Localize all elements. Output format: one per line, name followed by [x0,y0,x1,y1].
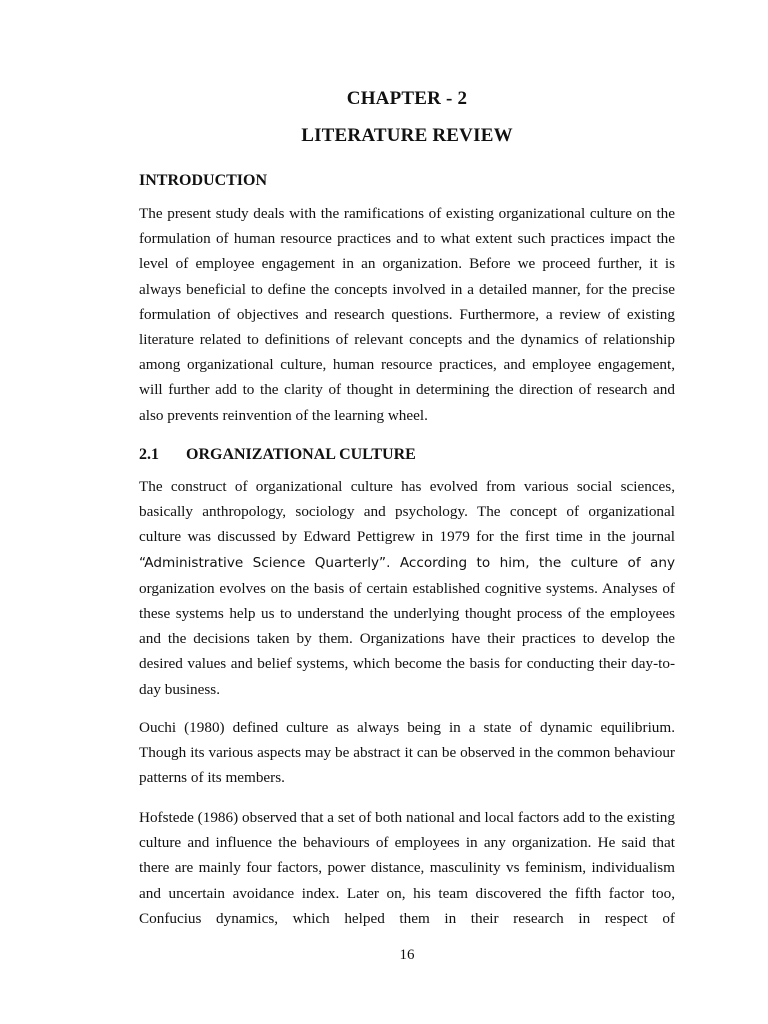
chapter-number: CHAPTER - 2 [346,88,468,109]
section-title: ORGANIZATIONAL CULTURE [186,446,416,463]
organizational-culture-paragraph [139,474,675,702]
introduction-paragraph: The present study deals with the ramifications of existing organizational culture on the formulation of human resource practices and to what extent such practices impact the level of employee engagement in an organization. Before we proceed further, it is always beneficial to define the concepts involved in a detailed manner, for the precise formulation of objectives and research questions. Furthermore, a review of existing literature related to definitions of relevant concepts and the dynamics of relationship among organizational culture, human resource practices, and employee engagement, will further add to the clarity of thought in determining the direction of research and also prevents reinvention of the learning wheel. [139,205,675,424]
section-heading-organizational-culture [139,446,416,464]
paragraph-text: The construct of organizational culture has evolved from various social sciences, basically anthropology, sociology and psychology. The concept of organizational culture was discussed by Edward Pettigrew in 1979 for the first time in the journal [139,478,675,546]
hofstede-paragraph: Hofstede (1986) observed that a set of both national and local factors add to the existing culture and influence the behaviours of employees in any organization. He said that there are mainly four factors, power distance, masculinity vs feminism, individualism and uncertain avoidance index. Later on, his team discovered the fifth factor too, Confucius dynamics, which helped them in their research in respect of [139,809,675,927]
chapter-title: LITERATURE REVIEW [301,125,513,146]
ouchi-paragraph: Ouchi (1980) defined culture as always being in a state of dynamic equilibrium. Though its various aspects may be abstract it can be observed in the common behaviour patterns of its members. [139,719,675,787]
page-number: 16 [399,947,415,963]
section-number: 2.1 [139,446,159,463]
paragraph-text: organization evolves on the basis of certain established cognitive systems. Analyses of these systems help us to understand the underlying thought process of the employees and the decisions taken by them. Organizations have their practices to develop the desired values and belief systems, which become the basis for conducting their day-to-day business. [139,579,675,698]
introduction-heading: INTRODUCTION [139,172,268,189]
journal-quote: “Administrative Science Quarterly”. According to him, the culture of any [139,554,675,571]
